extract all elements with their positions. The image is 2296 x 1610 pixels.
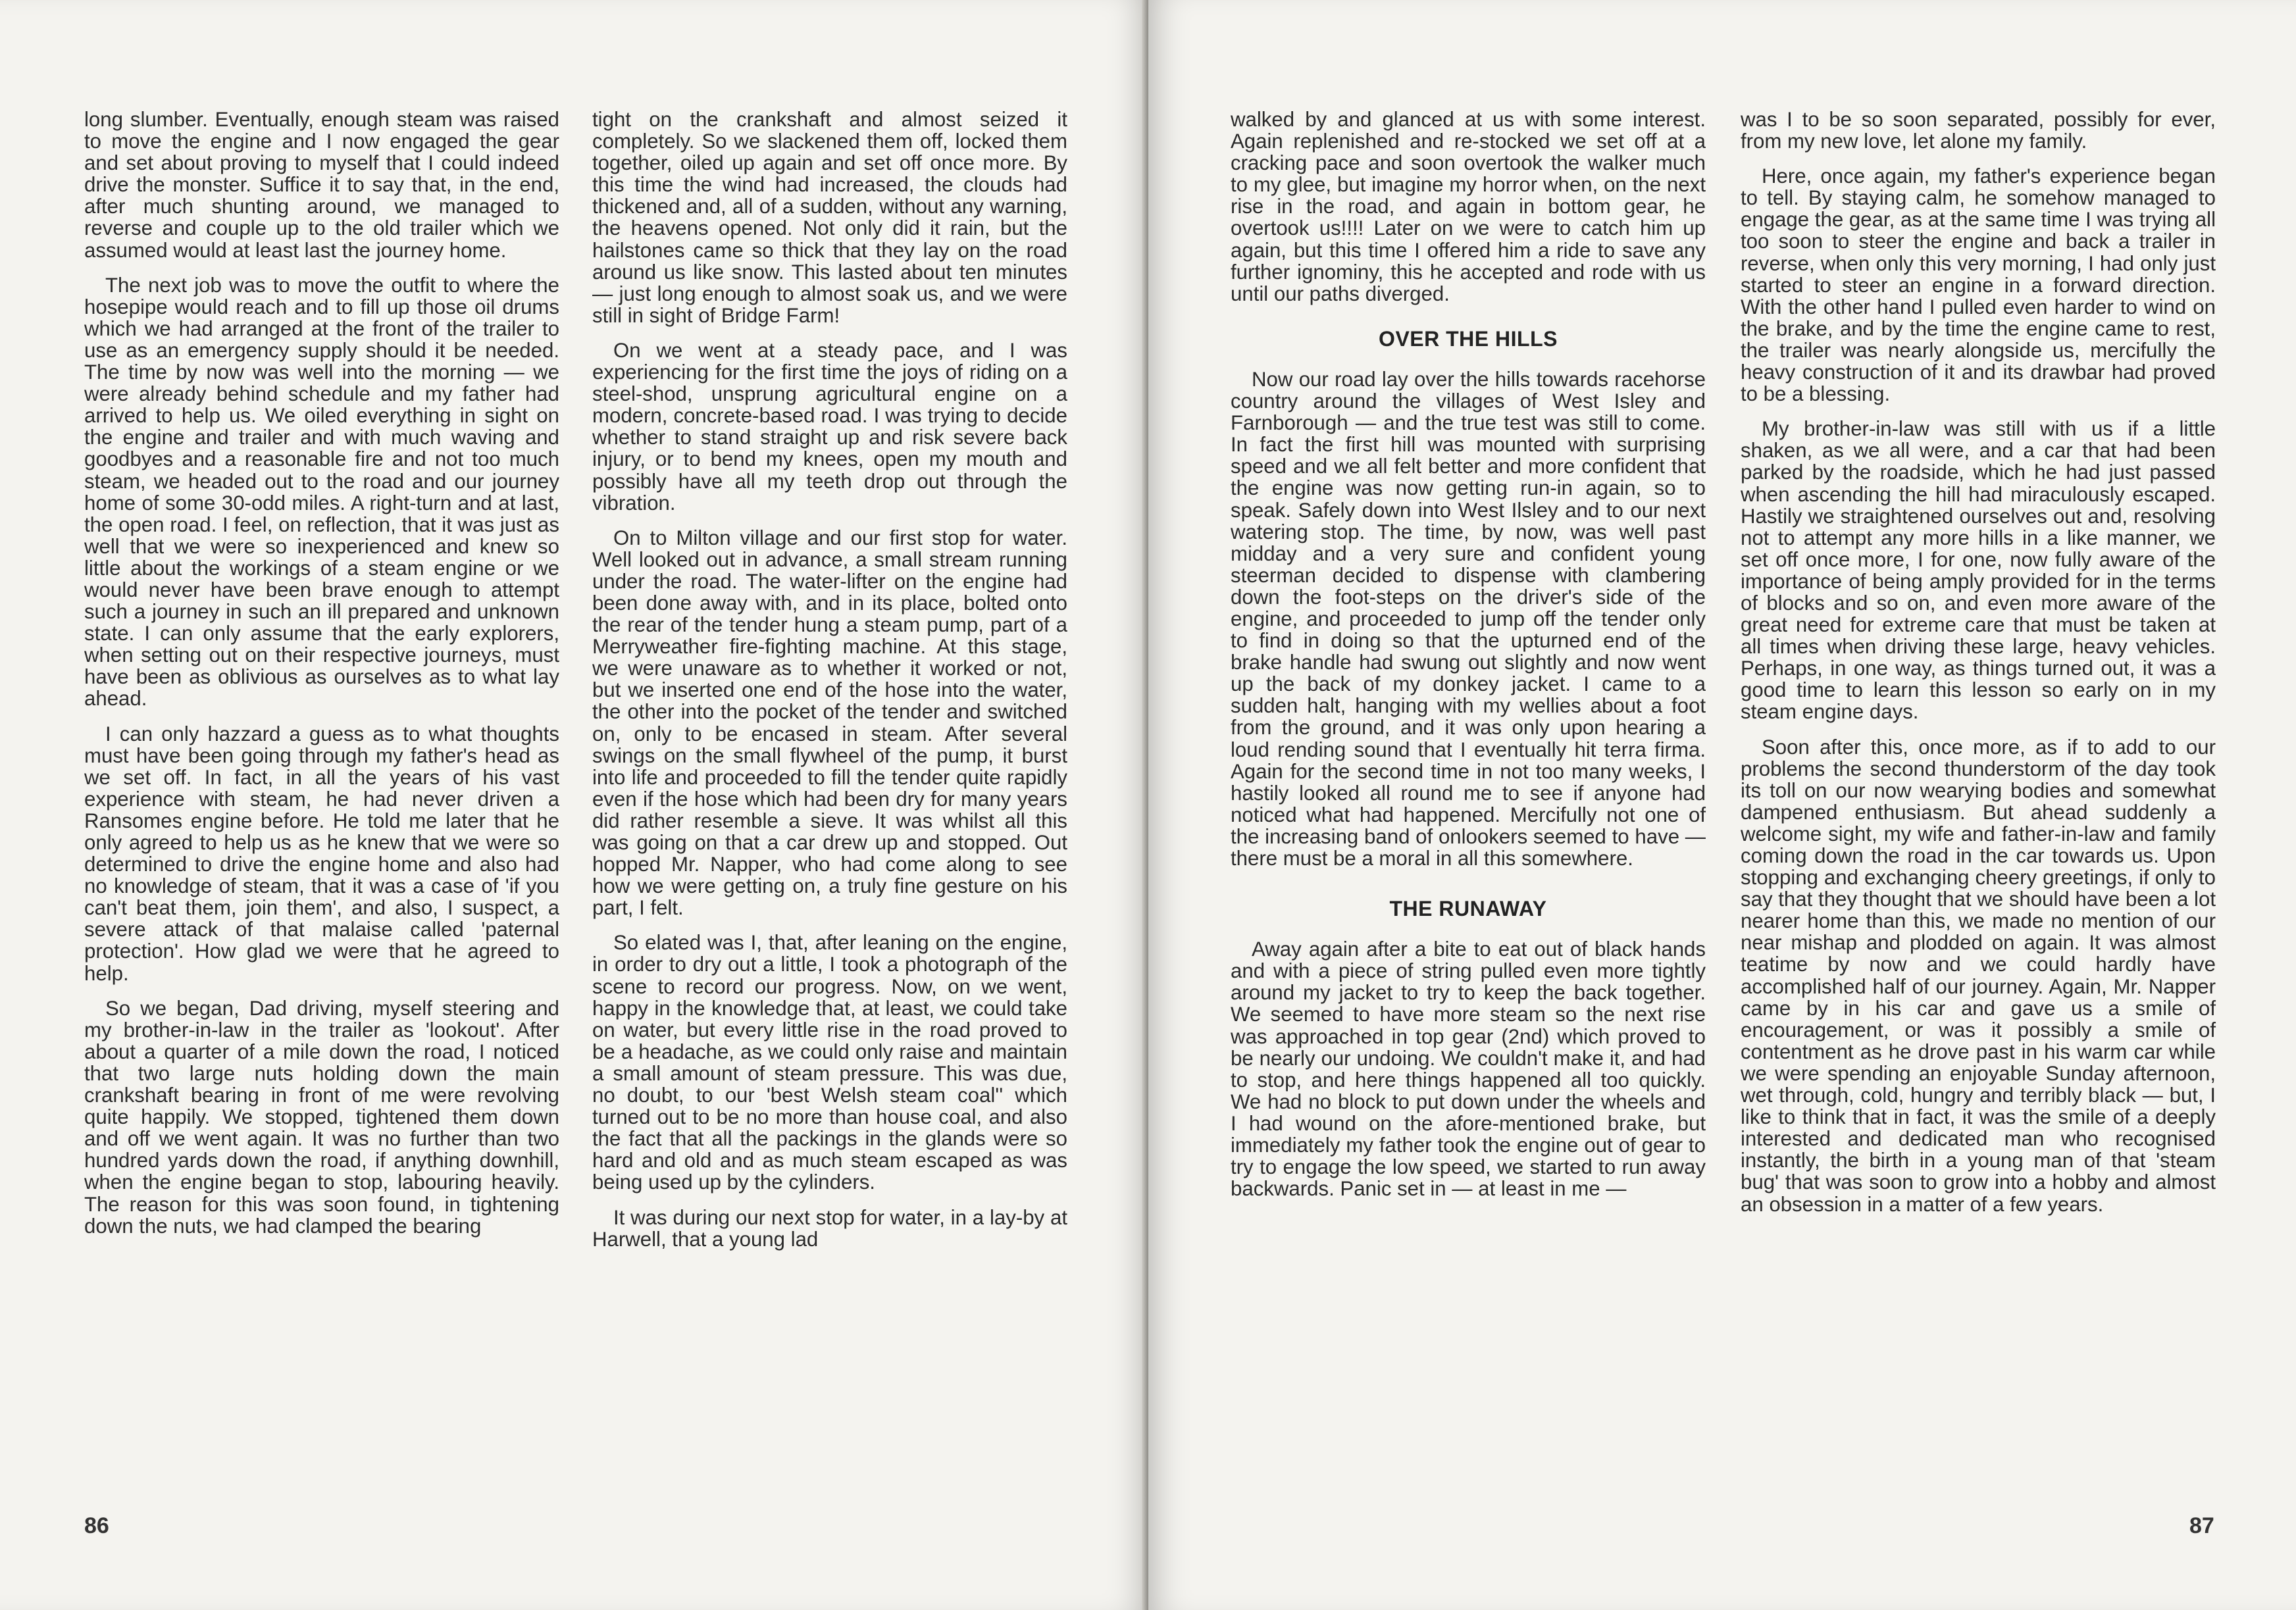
paragraph: It was during our next stop for water, in a lay-by at Harwell, that a young lad: [592, 1205, 1067, 1251]
paragraph: Soon after this, once more, as if to add to our problems the second thunderstorm of the day took its toll on our now wearying bodies and somewhat dampened enthusiasm. But ahead suddenly a welcome sight, my wife and father-in-law and family coming down the road in the car towards us. Upon stopping and exchanging cheery greetings, if only to say that they thought that we should have been a lot nearer home than this, we made no mention of our near mishap and plodded on again. It was almost teatime by now and we could hardly have accomplished half of our journey. Again, Mr. Napper came by in his car and gave us a smile of encouragement, or was it possibly a smile of contentment as he drove past in his warm car while we were spending an enjoyable Sunday afternoon, wet through, cold, hungry and terribly black — but, I like to think that in fact, it was the smile of a deeply interested and dedicated man who recognised instantly, the birth in a young man of that 'steam bug' that was soon to grow into a hobby and almost an obsession in a matter of a few years.: [1741, 735, 2216, 1216]
left-page-column-1: [84, 109, 559, 1250]
paragraph: long slumber. Eventually, enough steam was raised to move the engine and I now engaged the gear and set about proving to myself that I could indeed drive the monster. Suffice it to say that, in the end, after much shunting around, we managed to reverse and couple up to the old trailer which we assumed would at least last the journey home.: [84, 108, 559, 262]
right-page-column-2: [1741, 109, 2216, 1228]
right-page-column-1: [1231, 109, 1706, 1213]
paragraph: was I to be so soon separated, possibly for ever, from my new love, let alone my family.: [1741, 108, 2216, 153]
paragraph: tight on the crankshaft and almost seized it completely. So we slackened them off, locked them together, oiled up again and set off once more. By this time the wind had increased, the clouds had thickened and, all of a sudden, without any warning, the heavens opened. Not only did it rain, but the hailstones came so thick that they lay on the road around us like snow. This lasted about ten minutes — just long enough to almost soak us, and we were still in sight of Bridge Farm!: [592, 108, 1067, 327]
paragraph: On to Milton village and our first stop for water. Well looked out in advance, a small stream running under the road. The water-lifter on the engine had been done away with, and in its place, bolted onto the rear of the tender hung a steam pump, part of a Merryweather fire-fighting machine. At this stage, we were unaware as to whether it worked or not, but we inserted one end of the hose into the water, the other into the pocket of the tender and switched on, only to be encased in steam. After several swings on the small flywheel of the pump, it burst into life and proceeded to fill the tender quite rapidly even if the hose which had been dry for many years did rather resemble a sieve. It was whilst all this was going on that a car drew up and stopped. Out hopped Mr. Napper, who had come along to see how we were getting on, a truly fine gesture on his part, I felt.: [592, 526, 1067, 920]
paragraph: walked by and glanced at us with some interest. Again replenished and re-stocked we set off at a cracking pace and soon overtook the walker much to my glee, but imagine my horror when, on the next rise in the road, and again in bottom gear, he overtook us!!!! Later on we were to catch him up again, but this time I offered him a ride to save any further ignominy, this he accepted and rode with us until our paths diverged.: [1231, 108, 1706, 305]
paragraph: Away again after a bite to eat out of black hands and with a piece of string pulled even more tightly around my jacket to try to keep the back together. We seemed to have more steam so the next rise was approached in top gear (2nd) which proved to be nearly our undoing. We couldn't make it, and had to stop, and here things happened all too quickly. We had no block to put down under the wheels and I had wound on the afore-mentioned brake, but immediately my father took the engine out of gear to try to engage the low speed, we started to run away backwards. Panic set in — at least in me —: [1231, 938, 1706, 1201]
paragraph: So we began, Dad driving, myself steering and my brother-in-law in the trailer as 'lookout'. After about a quarter of a mile down the road, I noticed that two large nuts holding down the main crankshaft bearing in front of me were revolving quite happily. We stopped, tightened them down and off we went again. It was no further than two hundred yards down the road, if anything downhill, when the engine began to stop, labouring heavily. The reason for this was soon found, in tightening down the nuts, we had clamped the bearing: [84, 996, 559, 1238]
page-number: 86: [84, 1513, 109, 1538]
paragraph: On we went at a steady pace, and I was experiencing for the first time the joys of riding on a steel-shod, unsprung agricultural engine on a modern, concrete-based road. I was trying to decide whether to stand straight up and risk severe back injury, or to bend my knees, open my mouth and possibly have all my teeth drop out through the vibration.: [592, 338, 1067, 515]
right-page: [1148, 0, 2296, 1610]
paragraph: Here, once again, my father's experience began to tell. By staying calm, he somehow managed to engage the gear, as at the same time I was trying all too soon to steer the engine and back a trailer in reverse, when only this very morning, I had only just started to steer an engine in a forward direction. With the other hand I pulled even harder to wind on the brake, and by the time the engine came to rest, the trailer was nearly alongside us, mercifully the heavy construction of it and its drawbar had proved to be a blessing.: [1741, 164, 2216, 406]
paragraph: My brother-in-law was still with us if a little shaken, as we all were, and a car that had been parked by the roadside, which he had just passed when ascending the hill had miraculously escaped. Hastily we straightened ourselves out and, resolving not to attempt any more hills in a like manner, we set off once more, I for one, now fully aware of the importance of being amply provided for in the terms of blocks and so on, and even more aware of the great need for extreme care that must be taken at all times when driving these large, heavy vehicles. Perhaps, in one way, as things turned out, it was a good time to learn this lesson so early on in my steam engine days.: [1741, 417, 2216, 724]
section-heading: THE RUNAWAY: [1389, 897, 1547, 921]
paragraph: I can only hazzard a guess as to what thoughts must have been going through my father's head as we set off. In fact, in all the years of his vast experience with steam, he had never driven a Ransomes engine before. He told me later that he only agreed to help us as he knew that we were so determined to drive the engine home and also had no knowledge of steam, that it was a case of 'if you can't beat them, join them', and also, I suspect, a severe attack of that malaise called 'paternal protection'. How glad we were that he agreed to help.: [84, 722, 559, 985]
paragraph: Now our road lay over the hills towards racehorse country around the villages of West Isley and Farnborough — and the true test was still to come. In fact the first hill was mounted with surprising speed and we all felt better and more confident that the engine was now getting run-in again, so to speak. Safely down into West Ilsley and to our next watering stop. The time, by now, was well past midday and a very sure and confident young steerman decided to dispense with clambering down the foot-steps on the driver's side of the engine, and proceeded to jump off the tender only to find in doing so that the upturned end of the brake handle had swung out slightly and now went up the back of my donkey jacket. I came to a sudden halt, hanging with my wellies about a foot from the ground, and it was only upon hearing a loud rending sound that I eventually hit terra firma. Again for the second time in not too many weeks, I hastily looked all round me to see if anyone had noticed what had happened. Mercifully not one of the increasing band of onlookers seemed to have — there must be a moral in all this somewhere.: [1231, 367, 1706, 870]
left-page-column-2: [592, 109, 1067, 1263]
paragraph: The next job was to move the outfit to where the hosepipe would reach and to fill up those oil drums which we had arranged at the front of the trailer to use as an emergency supply should it be needed. The time by now was well into the morning — we were already behind schedule and my father had arrived to help us. We oiled everything in sight on the engine and trailer and with much waving and goodbyes and a reasonable fire and not too much steam, we headed out to the road and our journey home of some 30-odd miles. A right-turn and at last, the open road. I feel, on reflection, that it was just as well that we were so inexperienced and knew so little about the workings of a steam engine or we would never have been brave enough to attempt such a journey in such an ill prepared and unknown state. I can only assume that the early explorers, when setting out on their respective journeys, must have been as oblivious as ourselves as to what lay ahead.: [84, 273, 559, 711]
paragraph: So elated was I, that, after leaning on the engine, in order to dry out a little, I took a photograph of the scene to record our progress. Now, on we went, happy in the knowledge that, at least, we could take on water, but every little rise in the road proved to be a headache, as we could only raise and maintain a small amount of steam pressure. This was due, no doubt, to our 'best Welsh steam coal'' which turned out to be no more than house coal, and also the fact that all the packings in the glands were so hard and old and as much steam escaped as was being used up by the cylinders.: [592, 931, 1067, 1194]
page-number: 87: [2189, 1513, 2214, 1538]
section-heading: OVER THE HILLS: [1379, 326, 1558, 351]
